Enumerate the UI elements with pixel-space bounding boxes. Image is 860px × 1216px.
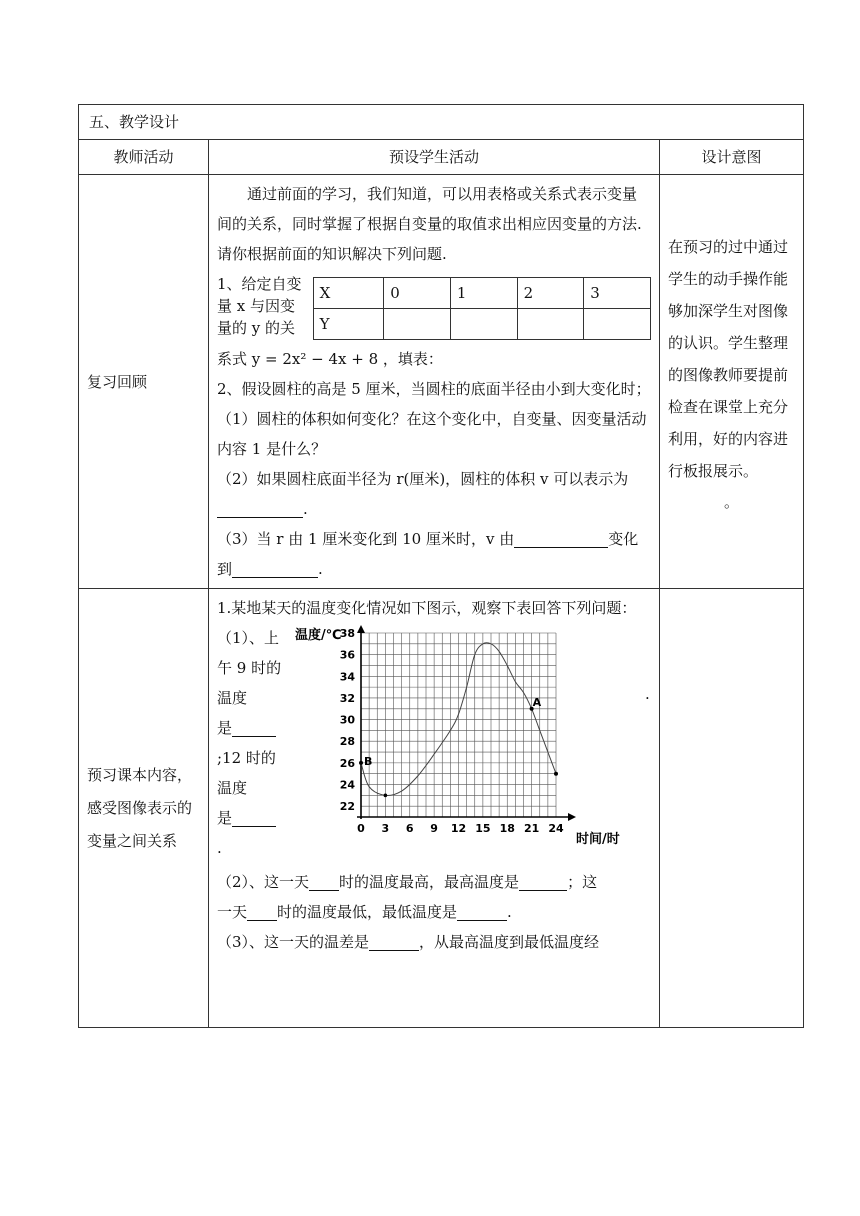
question-2-3: （3）当 r 由 1 厘米变化到 10 厘米时，v 由 变化到 . [217, 524, 651, 584]
y-tick-label: 22 [339, 800, 355, 814]
x-axis-label: 时间/时 [576, 832, 620, 847]
xy-table-row-x: X 0 1 2 3 [313, 278, 650, 309]
x-tick-label: 24 [548, 822, 564, 835]
answer-blank[interactable] [514, 527, 608, 548]
page [78, 104, 804, 1028]
section-title: 五、教学设计 [79, 105, 804, 140]
xy-table-row-y: Y [313, 309, 650, 340]
end-point [554, 772, 558, 776]
header-design-intent: 设计意图 [659, 140, 803, 175]
xy-cell-blank[interactable] [584, 309, 651, 340]
y-tick-label: 24 [339, 778, 355, 792]
x-tick-label: 9 [430, 822, 438, 835]
teacher-activity-preview: 预习课本内容，感受图像表示的变量之间关系 [79, 589, 209, 1028]
student-activity-preview [209, 589, 660, 1028]
answer-blank[interactable] [217, 497, 303, 518]
y-tick-label: 36 [339, 648, 355, 662]
x-tick-label: 3 [381, 822, 390, 835]
question-1-formula: 系式 y = 2x² − 4x + 8 ，填表： [217, 350, 443, 368]
x-tick-label: 12 [450, 822, 467, 835]
point-b [359, 761, 363, 765]
x-tick-label: 15 [475, 822, 491, 835]
y-tick-label: 30 [339, 713, 355, 727]
lesson-design-table [78, 104, 804, 1028]
y-axis-arrow [357, 625, 365, 633]
x-tick-label: 6 [405, 822, 414, 835]
answer-blank[interactable] [232, 806, 276, 827]
design-intent-preview [659, 589, 803, 1028]
student-activity-review [209, 175, 660, 589]
answer-blank[interactable] [232, 716, 276, 737]
answer-blank[interactable] [457, 900, 507, 921]
y-tick-label: 26 [339, 756, 355, 770]
intro-paragraph: 通过前面的学习，我们知道，可以用表格或关系式表示变量间的关系，同时掌握了根据自变量的取值求出相应因变量的方法.请你根据前面的知识解决下列问题. [217, 185, 642, 263]
point-label-b: B [364, 754, 373, 768]
x-tick-label: 0 [357, 822, 365, 835]
question-1 [217, 269, 651, 340]
header-student-activity: 预设学生活动 [209, 140, 660, 175]
temperature-chart [295, 623, 655, 849]
sub-question-3: （3）、这一天的温差是 ，从最高温度到最低温度经 [217, 927, 651, 957]
y-tick-label: 38 [339, 627, 355, 640]
teacher-activity-review: 复习回顾 [79, 175, 209, 589]
stray-dot: . [645, 685, 650, 703]
sub-question-2: （2）、这一天 时的温度最高，最高温度是 ；这 [217, 867, 651, 897]
temperature-question: 1.某地某天的温度变化情况如下图示，观察下表回答下列问题： [217, 599, 637, 617]
question-1-label: 1、给定自变 量 x 与因变 量的 y 的关 [217, 275, 302, 337]
chart-question-row [217, 623, 651, 863]
question-2: 2、假设圆柱的高是 5 厘米，当圆柱的底面半径由小到大变化时； [217, 380, 651, 398]
xy-cell-blank[interactable] [450, 309, 517, 340]
answer-blank[interactable] [309, 870, 339, 891]
x-tick-label: 21 [523, 822, 540, 835]
header-teacher-activity: 教师活动 [79, 140, 209, 175]
y-tick-label: 28 [339, 735, 355, 749]
y-tick-label: 32 [339, 691, 355, 705]
answer-blank[interactable] [519, 870, 567, 891]
sub-question-1: （1）、上 午 9 时的 温度 是 ;12 时的 温度 是 . [217, 629, 282, 857]
min-point [384, 794, 388, 798]
xy-cell-blank[interactable] [384, 309, 451, 340]
design-intent-review: 在预习的过中通过学生的动手操作能够加深学生对图像的认识。学生整理的图像教师要提前检查在课堂上充分利用，好的内容进行板报展示。 。 [659, 175, 803, 589]
y-tick-label: 34 [339, 670, 355, 684]
question-2-2: （2）如果圆柱底面半径为 r(厘米)，圆柱的体积 v 可以表示为. [217, 470, 629, 518]
answer-blank[interactable] [369, 930, 419, 951]
x-tick-label: 18 [499, 822, 515, 835]
point-label-a: A [532, 695, 542, 709]
x-axis-arrow [568, 813, 576, 821]
y-axis-label: 温度/℃ [295, 628, 342, 643]
sub-question-2-cont: 一天 时的温度最低，最低温度是 . [217, 897, 651, 927]
xy-cell-blank[interactable] [517, 309, 584, 340]
answer-blank[interactable] [232, 557, 318, 578]
xy-table [313, 277, 651, 340]
answer-blank[interactable] [247, 900, 277, 921]
question-2-1: （1）圆柱的体积如何变化？在这个变化中，自变量、因变量活动内容 1 是什么？ [217, 410, 647, 458]
